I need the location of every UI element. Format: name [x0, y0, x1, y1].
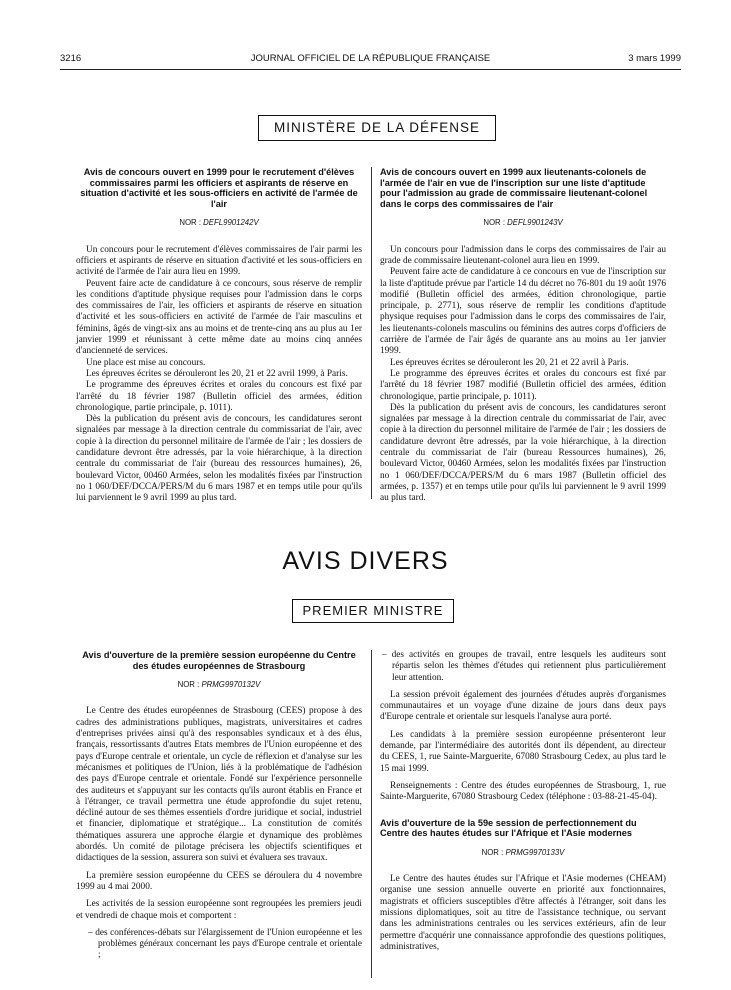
paragraph: Le Centre des études européennes de Strasbourg (CEES) propose à des cadres des administrations publiques, magistrats, universitaires et cadres d'entreprises privées ainsi qu'à des responsables syndicaux et à des élus, français, ressortissants d'autres Etats membres de l'Union européenne et des pays d'Europe centrale et orientale, un cycle de réflexion et d'analyse sur les mécanismes et politiques de l'Union, liés à la problématique de l'adhésion des pays d'Europe centrale et orientale. Fondé sur l'expérience personnelle des auditeurs et s'appuyant sur les contacts qu'ils auront établis en France et à l'étranger, ce travail permettra une étude approfondie du sujet retenu, décliné autour de ses thèmes essentiels d'ordre juridique et social, industriel et financier, diplomatique et stratégique... La constitution de comités thématiques assurera une approche élargie et dynamique des problèmes abordés. Un comité de pilotage précisera les objectifs scientifiques et didactiques de la session, assurera son suivi et évaluera ses travaux. [76, 706, 362, 864]
paragraph: Les candidats à la première session européenne présenteront leur demande, par l'intermédiaire des autorités dont ils dépendent, au directeur du CEES, 1, rue Sainte-Marguerite, 67080 Strasbourg Cedex, au plus tard le 15 mai 1999. [380, 729, 666, 774]
paragraph: Les épreuves écrites se dérouleront les 20, 21 et 22 avril 1999, à Paris. [86, 368, 348, 379]
pm-left-column [76, 650, 362, 962]
defense-left-column [76, 167, 362, 505]
paragraph: Le programme des épreuves écrites et orales du concours est fixé par l'arrêté du 18 février 1987 (Bulletin officiel des armées, édition chronologique, partie principale, p. 1011). [76, 380, 362, 413]
page-number: 3216 [60, 53, 82, 64]
paragraph: Peuvent faire acte de candidature à ce concours, sous réserve de remplir les conditions d'aptitude physique requises pour l'admission dans le corps des commissaires de l'air, les officiers et aspirants de réserve en situation d'activité et les sous-officiers en activité de l'armée de l'air masculins et féminins, âgés de vingt-six ans au moins et de trente-cinq ans au plus au 1er janvier 1999 et réunissant à cette même date au moins cinq années d'ancienneté de services. [76, 278, 362, 357]
defense-right-column [380, 167, 666, 505]
paragraph: Une place est mise au concours. [86, 357, 206, 368]
avis-divers-heading: AVIS DIVERS [282, 547, 449, 575]
paragraph: Un concours pour l'admission dans le corps des commissaires de l'air au grade de commissaire lieutenant-colonel aura lieu en 1999. [380, 244, 666, 266]
paragraph: Un concours pour le recrutement d'élèves commissaires de l'air parmi les officiers et aspirants de réserve en situation d'activité et les sous-officiers en activité de l'armée de l'air aura lieu en 1999. [76, 244, 362, 278]
paragraph: Renseignements : Centre des études européennes de Strasbourg, 1, rue Sainte-Marguerite, 67080 Strasbourg Cedex (téléphone : 03-88-21-45-04). [380, 780, 666, 803]
page-header [60, 53, 681, 67]
list-item: – des conférences-débats sur l'élargissement de l'Union européenne et les problèmes généraux concernant les pays d'Europe centrale et orientale ; [88, 927, 362, 961]
paragraph: Les épreuves écrites se dérouleront les 20, 21 et 22 avril à Paris. [390, 357, 629, 368]
pm-right-title: Avis d'ouverture de la 59e session de perfectionnement du Centre des hautes études sur l'Afrique et l'Asie modernes [380, 817, 637, 839]
issue-date: 3 mars 1999 [628, 53, 681, 64]
premier-ministre-box [292, 599, 454, 623]
pm-right-nor: NOR : PRMG9970133V [481, 847, 565, 857]
paragraph: Dès la publication du présent avis de concours, les candidatures seront signalées par message à la direction centrale du commissariat de l'air, avec copie à la direction du personnel militaire de l'armée de l'air ; les dossiers de candidature devront être adressés, par la voie hiérarchique, à la direction centrale du commissariat de l'air (bureau Ressources humaines), 26, boulevard Victor, 00460 Armées, selon les modalités fixées par l'instruction no 1 060/DEF/DCCA/PERS/M du 6 mars 1987 (Bulletin officiel des armées, p. 1357) et en temps utile pour qu'ils lui parviennent le 9 avril 1999 au plus tard. [380, 402, 666, 504]
defense-right-title: Avis de concours ouvert en 1999 aux lieutenants-colonels de l'armée de l'air en vue de l'inscription sur une liste d'aptitude pour l'admission au grade de commissaire lieutenant-colonel dans le corps des commissaires de l'air [380, 167, 648, 209]
paragraph: La première session européenne du CEES se déroulera du 4 novembre 1999 au 4 mai 2000. [76, 870, 362, 892]
paragraph: Le programme des épreuves écrites et orales du concours est fixé par l'arrêté du 18 février 1987 modifié (Bulletin officiel des armées, édition chronologique, partie principale, p. 1011). [380, 368, 666, 402]
ministry-title: MINISTÈRE DE LA DÉFENSE [273, 120, 481, 135]
column-divider [371, 167, 372, 499]
paragraph: Peuvent faire acte de candidature à ce concours en vue de l'inscription sur la liste d'aptitude prévue par l'article 14 du décret no 76-801 du 19 août 1976 modifié (Bulletin officiel des armées, édition chronologique, partie principale, p. 2771), sous réserve de remplir les conditions d'aptitude physique requises pour l'admission dans le corps des commissaires de l'air, les lieutenants-colonels masculins ou féminins des autres corps d'officiers de carrière de l'armée de l'air âgés de quarante ans au moins au 1er janvier 1999. [380, 267, 666, 357]
defense-left-title: Avis de concours ouvert en 1999 pour le recrutement d'élèves commissaires parmi les officiers et aspirants de réserve en situation d'activité et les sous-officiers en activité de l'armée de l'air [80, 167, 358, 209]
premier-ministre-title: PREMIER MINISTRE [302, 603, 444, 618]
defense-left-nor: NOR : DEFL9901242V [179, 218, 259, 228]
journal-title: JOURNAL OFFICIEL DE LA RÉPUBLIQUE FRANÇAISE [250, 53, 491, 64]
column-divider [371, 650, 372, 978]
paragraph: Le Centre des hautes études sur l'Afrique et l'Asie modernes (CHEAM) organise une session annuelle ouverte en priorité aux fonctionnaires, magistrats et officiers susceptibles d'être affectés à l'étranger, soit dans les missions diplomatiques, soit au titre de l'assistance technique, ou servant dans les administrations centrales ou les services extérieurs, afin de leur permettre d'acquérir une connaissance approfondie des questions politiques, administratives, [380, 874, 666, 952]
paragraph: La session prévoit également des journées d'études auprès d'organismes communautaires et un voyage d'une dizaine de jours dans deux pays d'Europe centrale et orientale sur lesquels l'analyse aura porté. [380, 689, 666, 723]
pm-left-nor: NOR : PRMG9970132V [177, 680, 261, 690]
header-rule [60, 69, 681, 70]
paragraph: Dès la publication du présent avis de concours, les candidatures seront signalées par message à la direction centrale du commissariat de l'air, avec copie à la direction du personnel militaire de l'armée de l'air ; les dossiers de candidature devront être adressés, par la voie hiérarchique, à la direction centrale du commissariat de l'air (bureau des ressources humaines), 26, boulevard Victor, 00460 Armées, selon les modalités fixées par l'instruction no 1 060/DEF/DCCA/PERS/M du 6 mars 1987 et en temps utile pour qu'ils lui parviennent le 9 avril 1999 au plus tard. [76, 414, 362, 504]
ministry-title-box [258, 115, 496, 141]
list-item: – des activités en groupes de travail, entre lesquels les auditeurs sont répartis selon les thèmes d'études qui retiennent plus particulièrement leur attention. [382, 650, 666, 683]
pm-left-title: Avis d'ouverture de la première session européenne du Centre des études européennes de Strasbourg [82, 650, 356, 671]
defense-right-nor: NOR : DEFL9901243V [483, 218, 563, 228]
paragraph: Les activités de la session européenne sont regroupées les premiers jeudi et vendredi de chaque mois et comportent : [76, 899, 362, 921]
pm-right-column [380, 650, 666, 953]
